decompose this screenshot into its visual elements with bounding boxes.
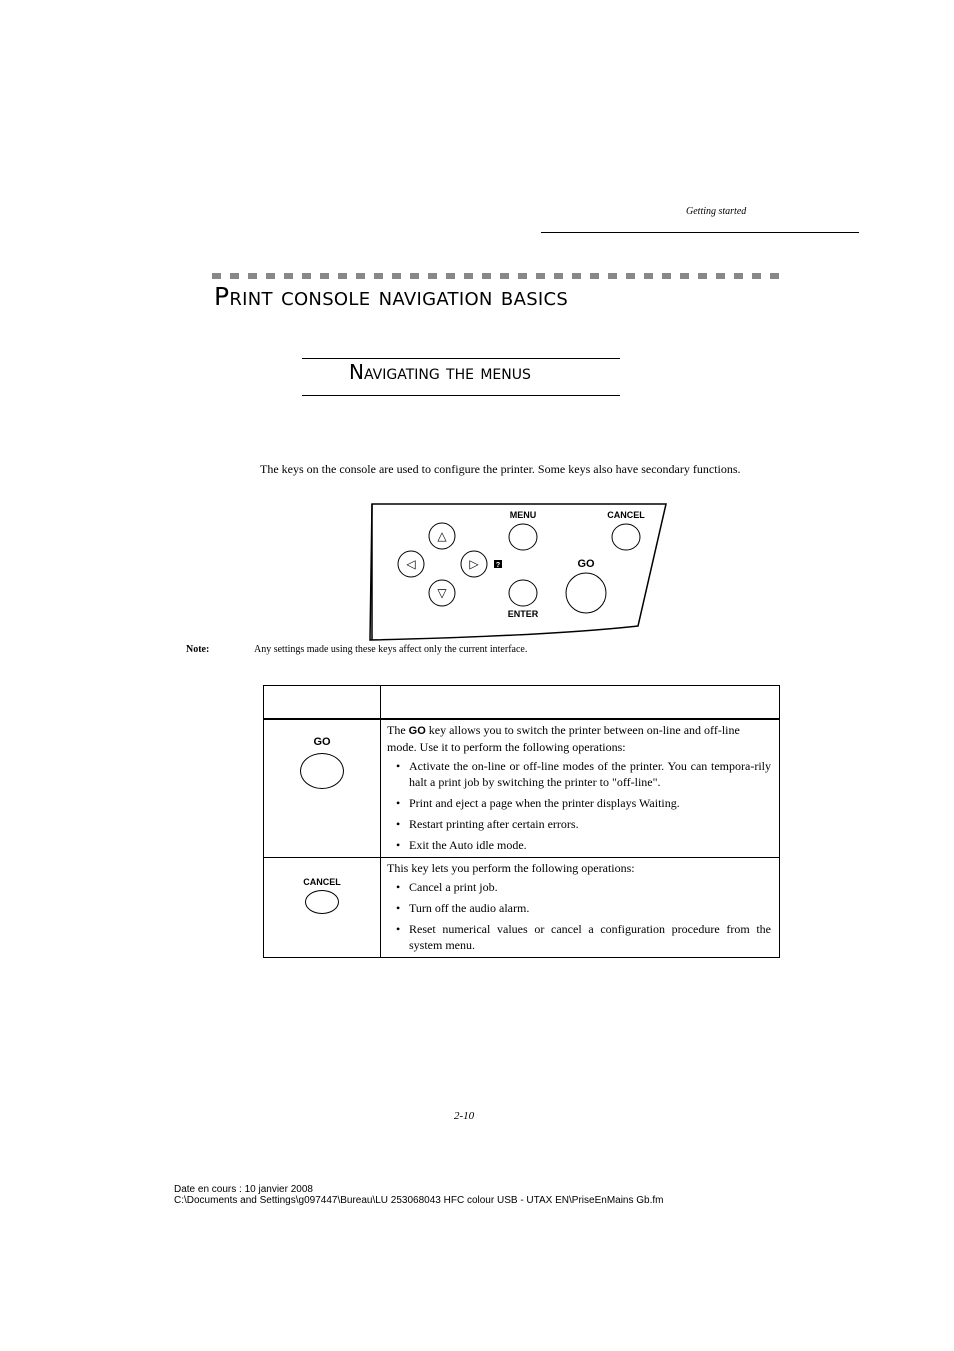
right-arrow-icon: ▷ xyxy=(469,557,479,571)
enter-label: ENTER xyxy=(507,609,539,619)
intro-paragraph: The keys on the console are used to configure the printer. Some keys also have secondary functions. xyxy=(260,462,741,476)
list-item: • Activate the on-line or off-line modes of the printer. You can tempora-rily halt a print job by switching the printer to "off-line". xyxy=(409,758,771,790)
cancel-key-icon xyxy=(305,890,339,914)
menu-key[interactable] xyxy=(509,524,537,550)
help-glyph: ? xyxy=(495,562,501,569)
go-key-icon xyxy=(300,753,344,789)
list-item: • Print and eject a page when the printer displays Waiting. xyxy=(409,795,771,811)
table-row xyxy=(264,858,780,958)
page-number: 2-10 xyxy=(454,1110,475,1122)
go-operations-list xyxy=(387,758,771,853)
cancel-label: CANCEL xyxy=(607,510,645,520)
key-cell xyxy=(264,858,381,958)
desc-prefix: The xyxy=(387,723,409,737)
section-title: Navigating the menus xyxy=(349,360,531,384)
go-label: GO xyxy=(577,558,595,570)
list-item: • Reset numerical values or cancel a configuration procedure from the system menu. xyxy=(409,921,771,953)
footer-path: C:\Documents and Settings\g097447\Bureau\LU 253068043 HFC colour USB - UTAX EN\PriseEnMains Gb.fm xyxy=(174,1195,664,1206)
left-arrow-icon: ◁ xyxy=(406,557,416,571)
table-header-row xyxy=(264,686,780,720)
list-item: • Restart printing after certain errors. xyxy=(409,816,771,832)
header-rule xyxy=(541,232,859,233)
cancel-desc: This key lets you perform the following operations: xyxy=(387,861,635,875)
header-cell-description xyxy=(381,686,780,720)
subtitle-rule-bottom xyxy=(302,395,620,396)
go-key-label: GO xyxy=(313,736,331,748)
cancel-operations-list xyxy=(387,879,771,953)
description-cell xyxy=(381,858,780,958)
desc-suffix: key allows you to switch the printer between on-line and off-line mode. Use it to perform the following operations: xyxy=(387,723,740,754)
go-key[interactable] xyxy=(566,573,606,613)
header-cell-key xyxy=(264,686,381,720)
title-dash-rule xyxy=(212,273,784,279)
desc-key-name: GO xyxy=(408,725,426,737)
list-item: • Cancel a print job. xyxy=(409,879,771,895)
description-cell xyxy=(381,719,780,858)
note-label: Note: xyxy=(186,644,210,655)
up-arrow-icon: △ xyxy=(437,529,447,543)
list-item: • Turn off the audio alarm. xyxy=(409,900,771,916)
subtitle-rule-top xyxy=(302,358,620,359)
cancel-key-label: CANCEL xyxy=(303,877,341,887)
key-functions-table xyxy=(263,685,780,958)
menu-label: MENU xyxy=(509,510,537,520)
footer-date: Date en cours : 10 janvier 2008 xyxy=(174,1184,313,1195)
key-cell xyxy=(264,719,381,858)
enter-key[interactable] xyxy=(509,580,537,606)
console-diagram xyxy=(366,500,671,642)
note-text: Any settings made using these keys affect only the current interface. xyxy=(254,644,528,655)
file-footer xyxy=(174,1184,664,1206)
running-header: Getting started xyxy=(686,206,747,217)
page-title: Print console navigation basics xyxy=(214,282,569,311)
down-arrow-icon: ▽ xyxy=(437,586,447,600)
table-row xyxy=(264,719,780,858)
list-item: • Exit the Auto idle mode. xyxy=(409,837,771,853)
cancel-key[interactable] xyxy=(612,524,640,550)
